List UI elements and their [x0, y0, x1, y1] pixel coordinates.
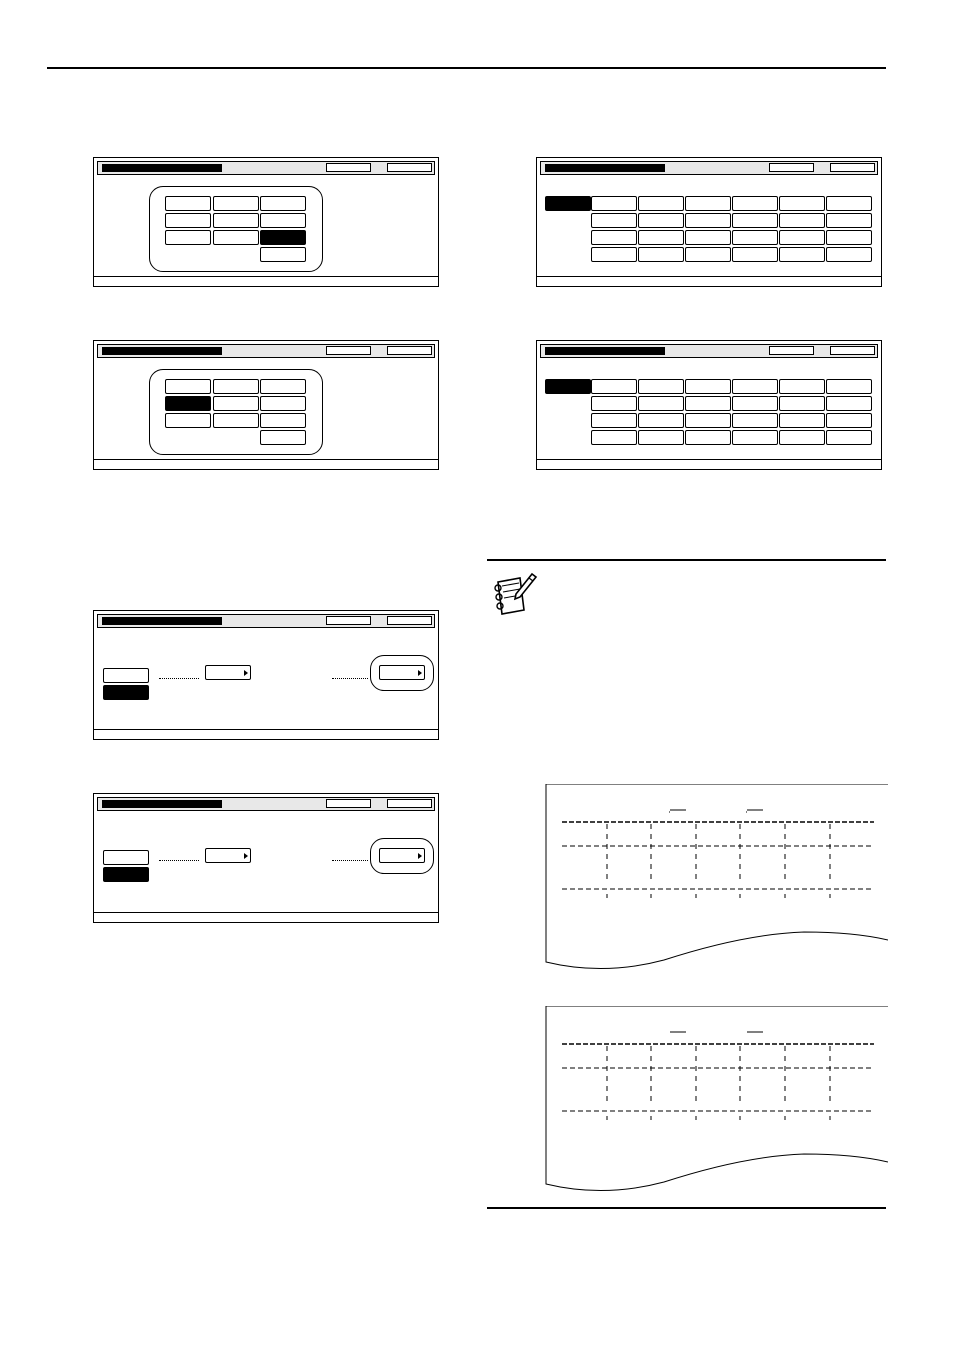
connector-line	[332, 860, 368, 861]
touch-panel-route-b	[93, 793, 439, 923]
option-key[interactable]	[165, 213, 211, 228]
size-key[interactable]	[732, 230, 778, 245]
panel-button[interactable]	[326, 616, 371, 625]
size-key[interactable]	[685, 247, 731, 262]
panel-titlebar	[97, 344, 435, 358]
option-key[interactable]	[260, 247, 306, 262]
source-key[interactable]	[103, 668, 149, 683]
size-key[interactable]	[685, 396, 731, 411]
touch-panel-format-b	[93, 340, 439, 470]
size-key[interactable]	[826, 213, 872, 228]
size-key[interactable]	[732, 430, 778, 445]
size-key[interactable]	[732, 213, 778, 228]
option-key[interactable]	[260, 396, 306, 411]
size-key[interactable]	[826, 413, 872, 428]
connector-line	[159, 860, 199, 861]
size-key[interactable]	[638, 213, 684, 228]
panel-button[interactable]	[769, 346, 814, 355]
setting-arrow-key[interactable]	[205, 665, 251, 680]
source-key-selected[interactable]	[103, 867, 149, 882]
panel-button[interactable]	[387, 346, 432, 355]
setting-arrow-key[interactable]	[379, 848, 425, 863]
setting-arrow-key[interactable]	[205, 848, 251, 863]
size-key[interactable]	[591, 413, 637, 428]
option-key[interactable]	[213, 379, 259, 394]
panel-button[interactable]	[326, 799, 371, 808]
size-key[interactable]	[779, 196, 825, 211]
size-key[interactable]	[591, 213, 637, 228]
option-key[interactable]	[165, 196, 211, 211]
panel-titlebar	[97, 797, 435, 811]
header-rule	[47, 67, 886, 69]
size-key[interactable]	[591, 396, 637, 411]
panel-button[interactable]	[326, 346, 371, 355]
size-key[interactable]	[638, 413, 684, 428]
option-key[interactable]	[260, 413, 306, 428]
option-key[interactable]	[213, 230, 259, 245]
panel-titlebar	[540, 344, 878, 358]
connector-line	[332, 678, 368, 679]
size-key[interactable]	[685, 196, 731, 211]
size-row-label-selected[interactable]	[545, 379, 591, 394]
size-key[interactable]	[638, 396, 684, 411]
touch-panel-size-b	[536, 340, 882, 470]
option-key[interactable]	[213, 413, 259, 428]
size-key[interactable]	[732, 413, 778, 428]
size-key[interactable]	[826, 396, 872, 411]
option-key[interactable]	[213, 213, 259, 228]
size-key[interactable]	[638, 247, 684, 262]
option-key[interactable]	[260, 430, 306, 445]
size-key[interactable]	[685, 379, 731, 394]
panel-button[interactable]	[387, 799, 432, 808]
panel-titlebar	[97, 161, 435, 175]
note-top-rule	[487, 559, 886, 561]
touch-panel-size-a	[536, 157, 882, 287]
size-key[interactable]	[591, 430, 637, 445]
source-key[interactable]	[103, 850, 149, 865]
size-key[interactable]	[732, 196, 778, 211]
size-key[interactable]	[779, 230, 825, 245]
size-key[interactable]	[732, 247, 778, 262]
size-key[interactable]	[638, 430, 684, 445]
option-key[interactable]	[165, 413, 211, 428]
option-key[interactable]	[213, 196, 259, 211]
panel-button[interactable]	[769, 163, 814, 172]
option-key[interactable]	[213, 396, 259, 411]
size-key[interactable]	[732, 396, 778, 411]
printed-report-icon	[544, 1006, 888, 1194]
touch-panel-route-a	[93, 610, 439, 740]
size-key[interactable]	[779, 247, 825, 262]
size-key[interactable]	[685, 213, 731, 228]
size-key[interactable]	[591, 379, 637, 394]
size-key[interactable]	[638, 230, 684, 245]
source-key-selected[interactable]	[103, 685, 149, 700]
size-key[interactable]	[779, 379, 825, 394]
printed-report-icon	[544, 784, 888, 972]
panel-button[interactable]	[387, 616, 432, 625]
size-key[interactable]	[732, 379, 778, 394]
option-key[interactable]	[260, 213, 306, 228]
panel-titlebar	[540, 161, 878, 175]
note-bottom-rule	[487, 1207, 886, 1209]
setting-arrow-key[interactable]	[379, 665, 425, 680]
touch-panel-format-a	[93, 157, 439, 287]
option-key[interactable]	[260, 196, 306, 211]
size-key[interactable]	[638, 379, 684, 394]
panel-button[interactable]	[830, 346, 875, 355]
option-key-selected[interactable]	[165, 396, 211, 411]
size-row-label-selected[interactable]	[545, 196, 591, 211]
size-key[interactable]	[685, 430, 731, 445]
option-key[interactable]	[165, 379, 211, 394]
size-key[interactable]	[591, 230, 637, 245]
size-key[interactable]	[779, 430, 825, 445]
notepad-pencil-icon	[490, 570, 538, 618]
panel-button[interactable]	[326, 163, 371, 172]
size-key[interactable]	[779, 413, 825, 428]
option-key[interactable]	[260, 379, 306, 394]
size-key[interactable]	[685, 230, 731, 245]
size-key[interactable]	[779, 213, 825, 228]
size-key[interactable]	[826, 196, 872, 211]
connector-line	[159, 678, 199, 679]
size-key[interactable]	[638, 196, 684, 211]
size-key[interactable]	[826, 230, 872, 245]
size-key[interactable]	[826, 247, 872, 262]
panel-button[interactable]	[387, 163, 432, 172]
size-key[interactable]	[779, 396, 825, 411]
size-key[interactable]	[685, 413, 731, 428]
size-key[interactable]	[591, 247, 637, 262]
size-key[interactable]	[826, 430, 872, 445]
size-key[interactable]	[826, 379, 872, 394]
panel-titlebar	[97, 614, 435, 628]
option-key-selected[interactable]	[260, 230, 306, 245]
size-key[interactable]	[591, 196, 637, 211]
option-key[interactable]	[165, 230, 211, 245]
panel-button[interactable]	[830, 163, 875, 172]
